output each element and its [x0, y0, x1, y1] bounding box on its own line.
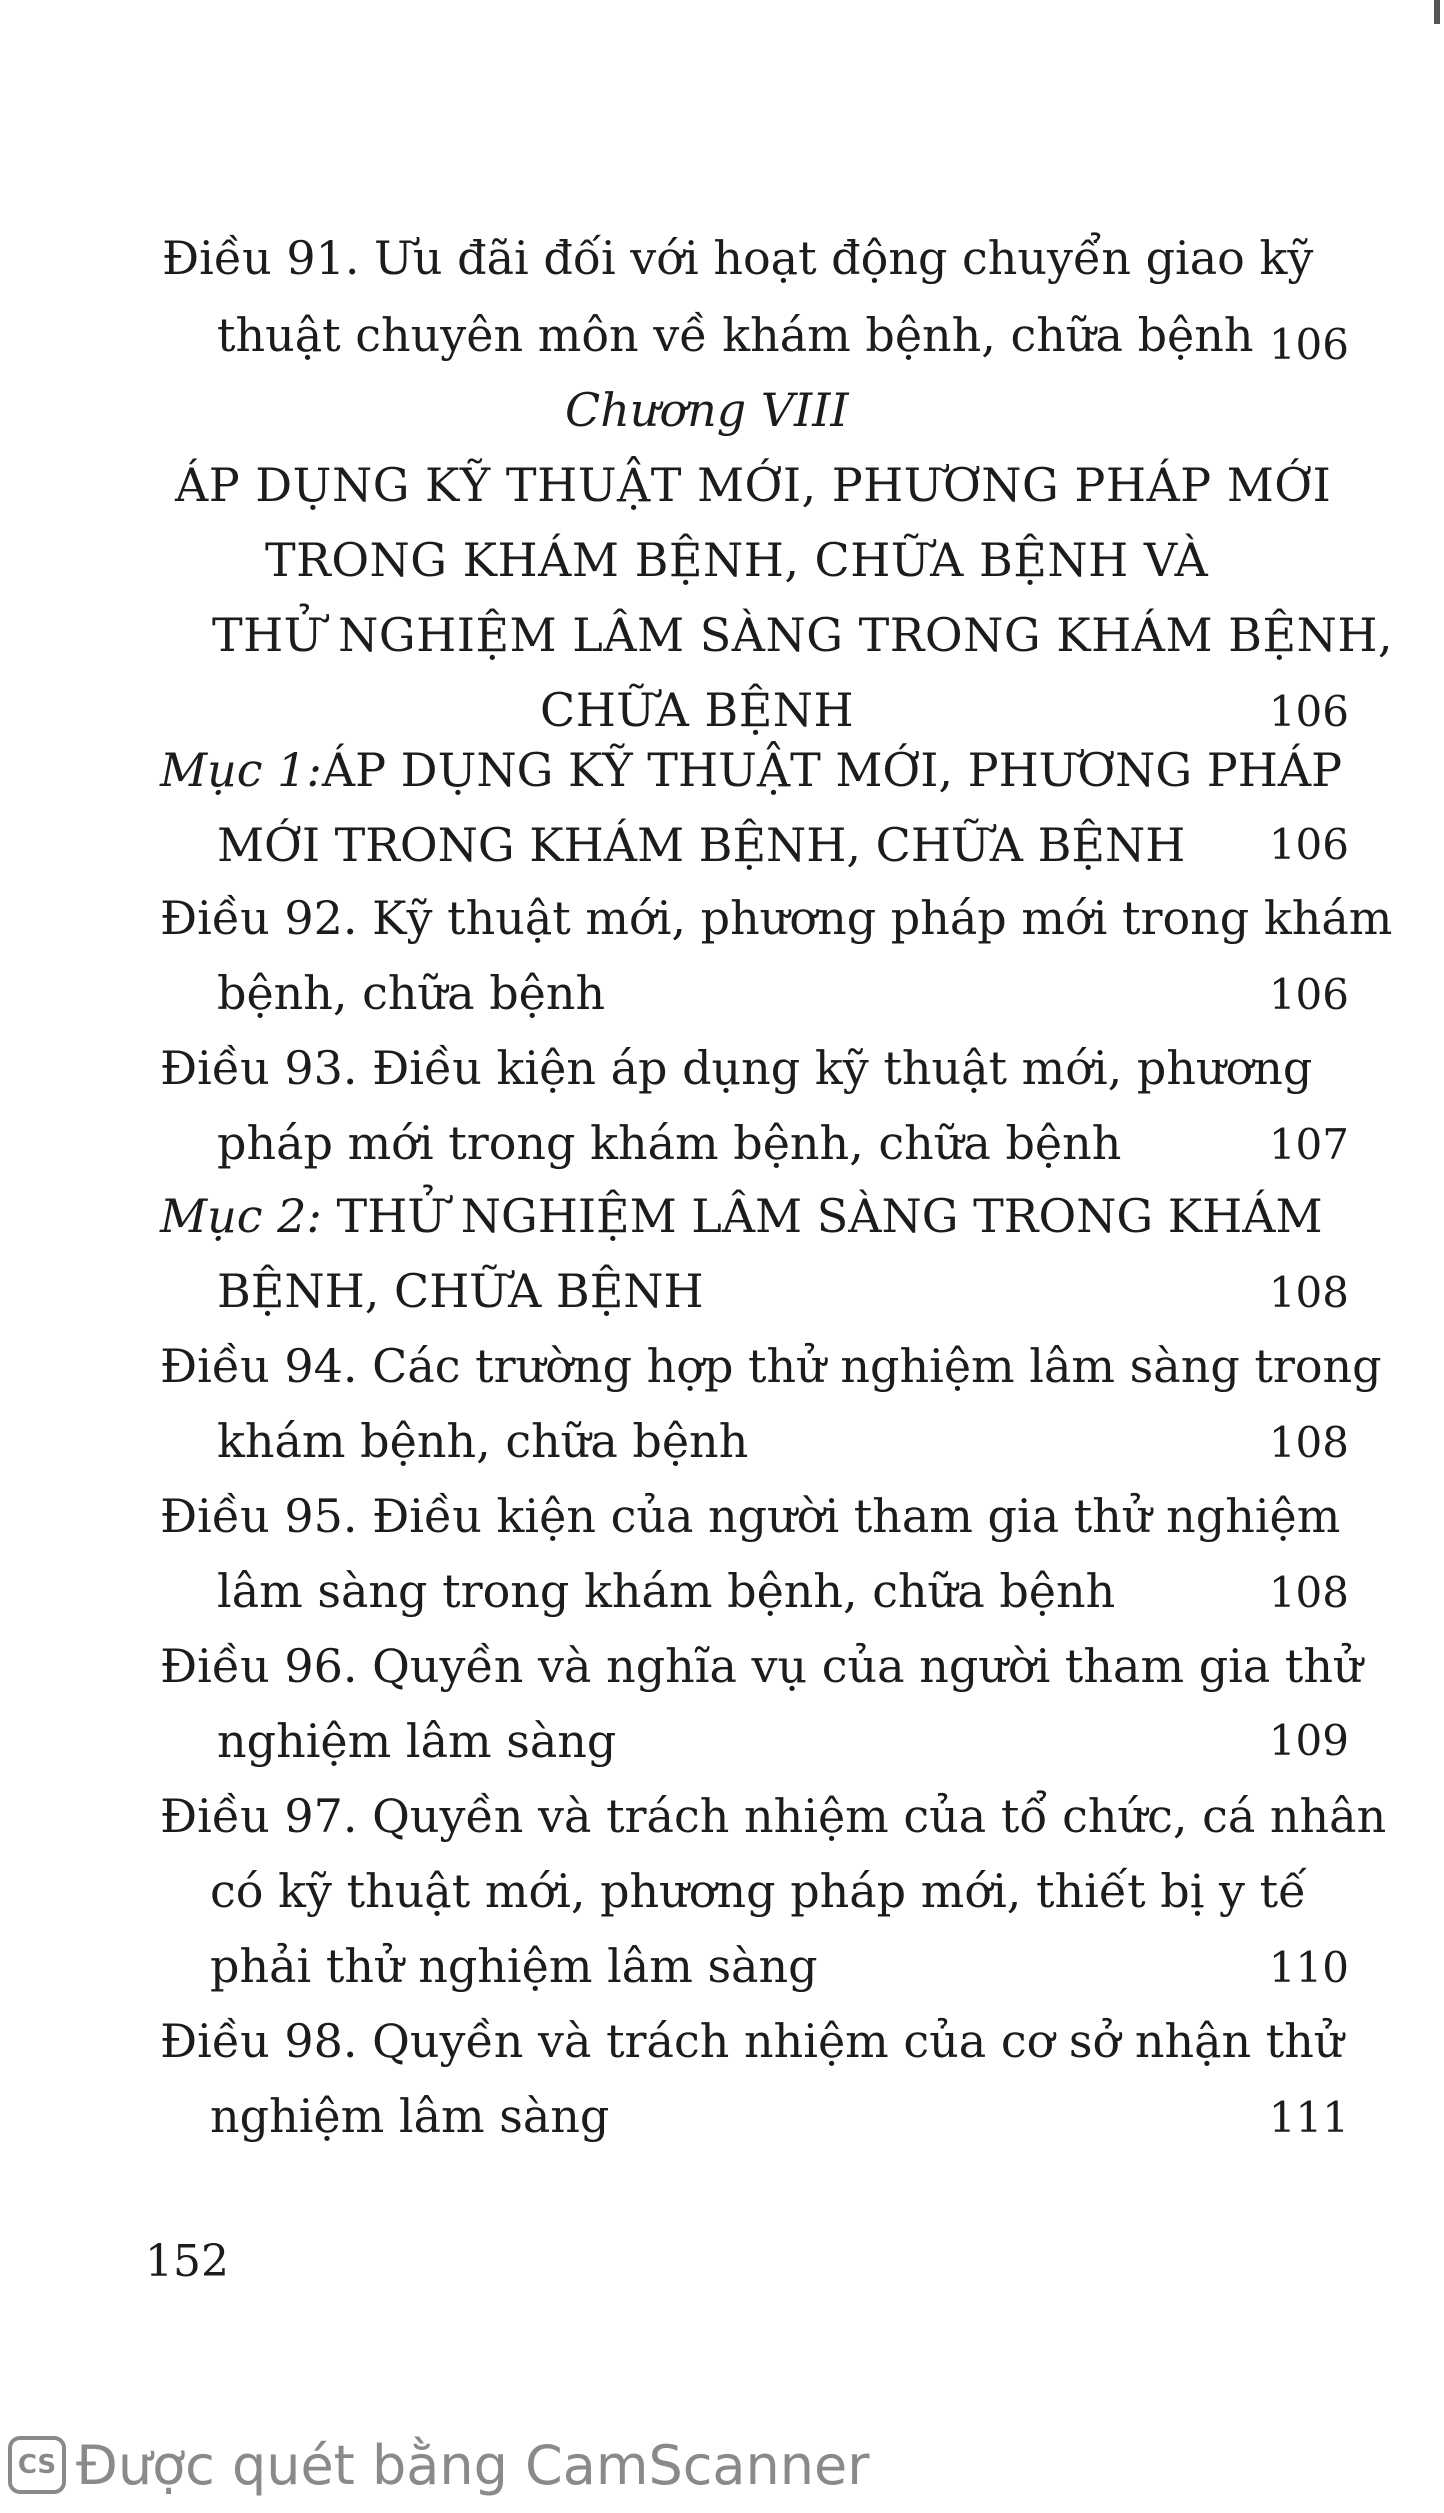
toc-chapter-title-line-4: CHỮA BỆNH [540, 683, 855, 737]
toc-dieu-98-line-1: Điều 98. Quyền và trách nhiệm của cơ sở nhận thử [160, 2014, 1344, 2068]
toc-muc-1-title: ÁP DỤNG KỸ THUẬT MỚI, PHƯƠNG PHÁP [321, 743, 1343, 797]
camscanner-logo-icon: CS [8, 2436, 66, 2494]
watermark-text: Được quét bằng CamScanner [76, 2433, 870, 2497]
toc-muc-1-label: Mục 1: [160, 743, 322, 797]
page-number: 152 [145, 2236, 229, 2287]
toc-chapter-title-line-2: TRONG KHÁM BỆNH, CHỮA BỆNH VÀ [265, 533, 1209, 587]
toc-dieu-92-line-1: Điều 92. Kỹ thuật mới, phương pháp mới trong khám [160, 891, 1393, 945]
toc-dieu-92-line-2: bệnh, chữa bệnh [217, 966, 606, 1020]
scan-edge-mark [1434, 0, 1440, 24]
toc-dieu-94-line-2: khám bệnh, chữa bệnh [217, 1414, 749, 1468]
toc-dieu-97-line-1: Điều 97. Quyền và trách nhiệm của tổ chức, cá nhân [160, 1789, 1387, 1843]
toc-chapter-title-line-3: THỬ NGHIỆM LÂM SÀNG TRONG KHÁM BỆNH, [212, 608, 1394, 662]
toc-dieu-91-line-2: thuật chuyên môn về khám bệnh, chữa bệnh [217, 308, 1254, 362]
toc-dieu-92-page: 106 [1268, 970, 1349, 1019]
toc-dieu-96-page: 109 [1268, 1716, 1349, 1765]
toc-dieu-91-line-1: Điều 91. Ưu đãi đối với hoạt động chuyển giao kỹ [162, 231, 1314, 285]
toc-dieu-97-line-3: phải thử nghiệm lâm sàng [210, 1939, 818, 1993]
toc-dieu-93-page: 107 [1268, 1120, 1349, 1169]
toc-dieu-95-line-2: lâm sàng trong khám bệnh, chữa bệnh [217, 1564, 1116, 1618]
toc-dieu-91-page: 106 [1268, 320, 1349, 369]
toc-chapter-label: Chương VIII [565, 383, 849, 437]
toc-dieu-97-page: 110 [1268, 1943, 1349, 1992]
toc-muc-2-line-2: BỆNH, CHỮA BỆNH [217, 1264, 704, 1318]
toc-dieu-93-line-2: pháp mới trong khám bệnh, chữa bệnh [217, 1116, 1122, 1170]
toc-dieu-94-line-1: Điều 94. Các trường hợp thử nghiệm lâm sàng trong [160, 1339, 1382, 1393]
toc-muc-2-line-1 [160, 1186, 1323, 1246]
toc-dieu-96-line-1: Điều 96. Quyền và nghĩa vụ của người tham gia thử [160, 1639, 1363, 1693]
toc-muc-2-page: 108 [1268, 1268, 1349, 1317]
toc-dieu-96-line-2: nghiệm lâm sàng [217, 1714, 617, 1768]
toc-muc-1-line-2: MỚI TRONG KHÁM BỆNH, CHỮA BỆNH [217, 818, 1186, 872]
toc-chapter-title-line-1: ÁP DỤNG KỸ THUẬT MỚI, PHƯƠNG PHÁP MỚI [175, 458, 1332, 512]
toc-muc-1-page: 106 [1268, 820, 1349, 869]
toc-dieu-95-line-1: Điều 95. Điều kiện của người tham gia thử nghiệm [160, 1489, 1341, 1543]
toc-dieu-93-line-1: Điều 93. Điều kiện áp dụng kỹ thuật mới, phương [160, 1041, 1313, 1095]
toc-dieu-94-page: 108 [1268, 1418, 1349, 1467]
toc-dieu-95-page: 108 [1268, 1568, 1349, 1617]
toc-muc-2-title: THỬ NGHIỆM LÂM SÀNG TRONG KHÁM [336, 1189, 1323, 1243]
toc-dieu-97-line-2: có kỹ thuật mới, phương pháp mới, thiết bị y tế [210, 1864, 1307, 1918]
camscanner-watermark [0, 2420, 869, 2510]
toc-dieu-98-page: 111 [1268, 2093, 1349, 2142]
toc-muc-1-line-1 [160, 740, 1342, 800]
toc-chapter-page: 106 [1268, 687, 1349, 736]
toc-muc-2-label: Mục 2: [160, 1189, 322, 1243]
toc-dieu-98-line-2: nghiệm lâm sàng [210, 2089, 610, 2143]
